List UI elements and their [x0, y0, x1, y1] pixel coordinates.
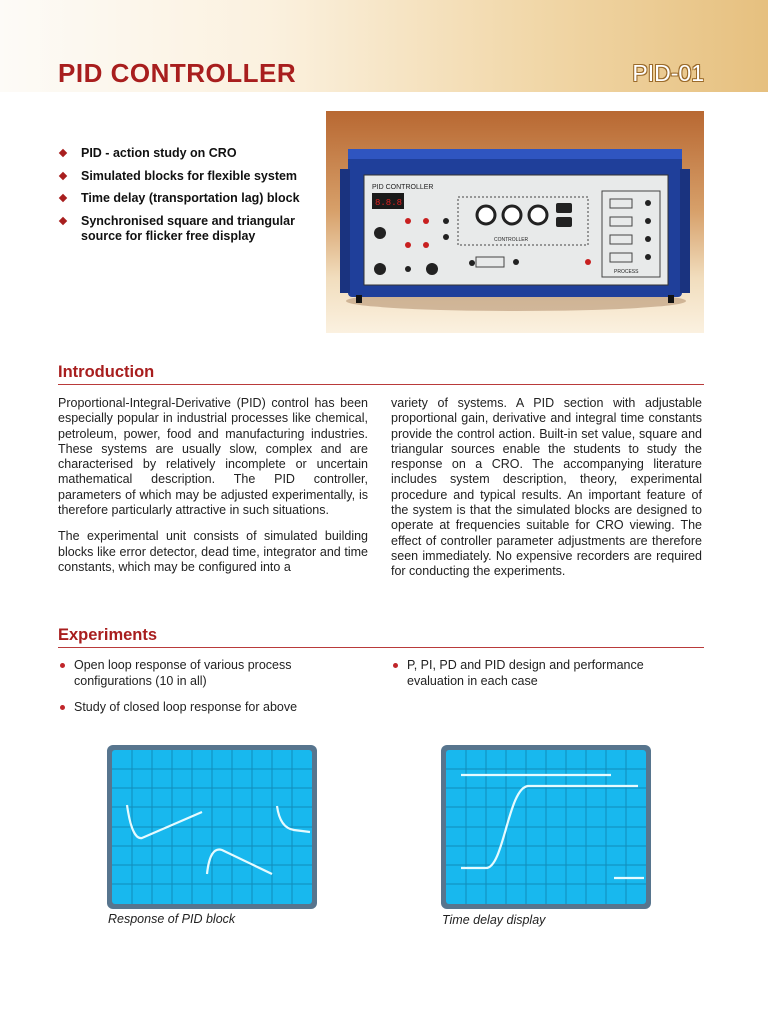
experiment-item: Open loop response of various process configurations (10 in all) — [58, 658, 348, 689]
experiments-heading: Experiments — [58, 626, 704, 648]
experiment-item: Study of closed loop response for above — [58, 700, 348, 716]
process-label: PROCESS — [614, 269, 639, 275]
intro-right-column — [391, 396, 702, 591]
panel-title: PID CONTROLLER — [372, 184, 434, 191]
intro-paragraph: variety of systems. A PID section with adjustable proportional gain, derivative and integral time constants provide the control action. Built-in set value, square and triangular sources enable the students to study the response on a CRO. The accompanying literature includes system description, theory, experimental procedure and typical results. An important feature of the system is that the simulated blocks are designed to operate at frequencies suitable for CRO viewing. The effect of controller parameter adjustments are therefore seen immediately. No expensive recorders are required for conducting the experiments. — [391, 396, 702, 579]
experiments-left-list — [58, 658, 348, 727]
introduction-heading: Introduction — [58, 363, 704, 385]
model-number: PID-01 — [632, 60, 704, 86]
feature-item: Simulated blocks for flexible system — [58, 169, 308, 185]
led-display: 8.8.8 — [375, 198, 403, 208]
feature-list — [58, 146, 308, 252]
experiment-item: P, PI, PD and PID design and performance evaluation in each case — [391, 658, 702, 689]
experiments-right-list — [391, 658, 702, 700]
feature-item: Synchronised square and triangular source for flicker free display — [58, 214, 308, 245]
cro-screen-pid-response — [107, 745, 317, 909]
figure-caption: Time delay display — [442, 913, 546, 927]
controller-label: CONTROLLER — [494, 237, 529, 243]
page-title: PID CONTROLLER — [58, 58, 297, 88]
cro-screen-time-delay — [441, 745, 651, 909]
instrument-illustration — [326, 111, 704, 333]
feature-item: PID - action study on CRO — [58, 146, 308, 162]
intro-paragraph: Proportional-Integral-Derivative (PID) control has been especially popular in industrial processes like chemical, petroleum, power, food and manufacturing industries. These systems are usually slow, complex and are characterised by relatively incomplete or uncertain mathematical description. The PID controller, parameters of which may be adjusted experimentally, is therefore particularly attractive in such situations. — [58, 396, 368, 518]
product-photo — [326, 111, 704, 333]
feature-item: Time delay (transportation lag) block — [58, 191, 308, 207]
pid-response-trace — [112, 750, 312, 904]
time-delay-trace — [446, 750, 646, 904]
intro-left-column — [58, 396, 368, 586]
figure-caption: Response of PID block — [108, 912, 236, 926]
intro-paragraph: The experimental unit consists of simulated building blocks like error detector, dead time, integrator and time constants, which may be configured into a — [58, 529, 368, 574]
